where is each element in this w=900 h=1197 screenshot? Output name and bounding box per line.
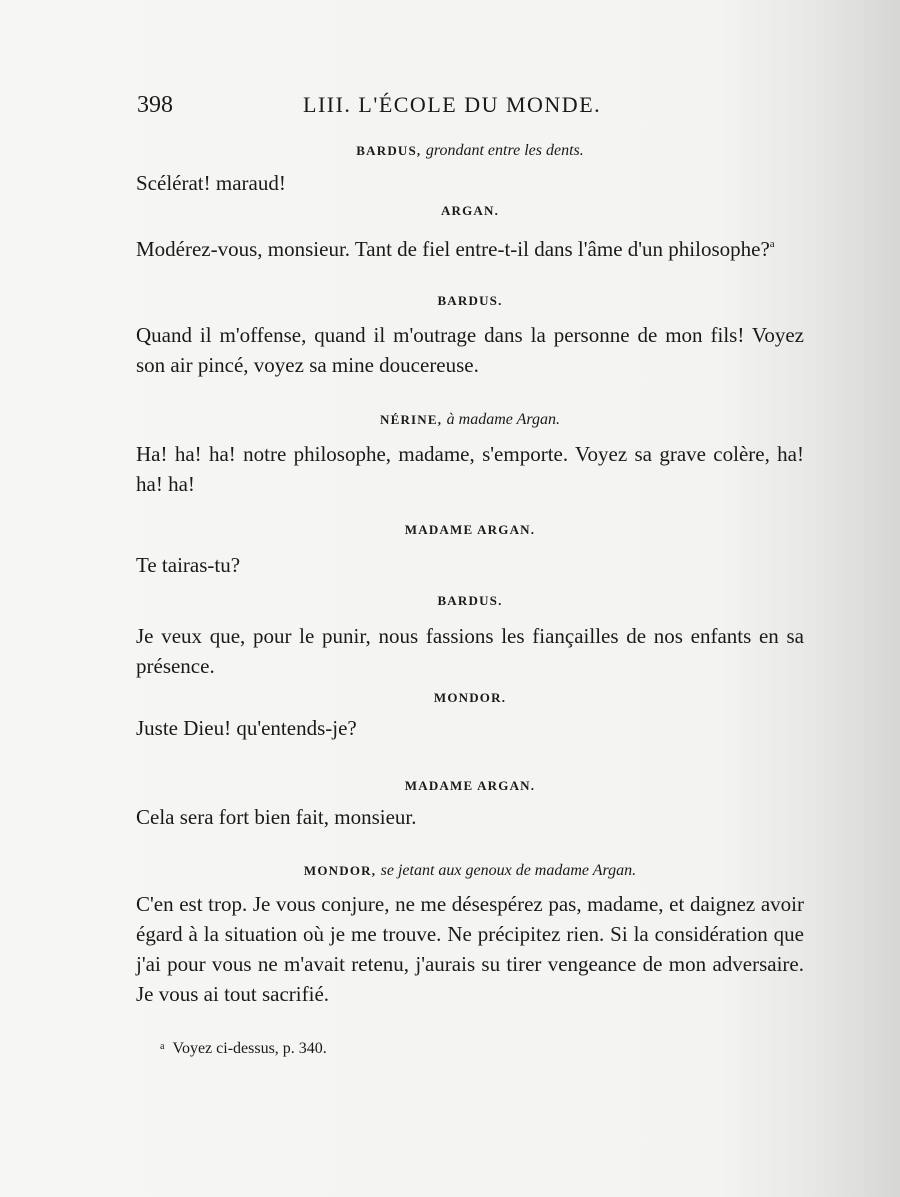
speaker-name: ARGAN. (440, 203, 500, 218)
speech-text: C'en est trop. Je vous conjure, ne me désespérez pas, madame, et daignez avoir égard à la situation où je me trouve. Ne précipitez rien. Si la considération que j'ai pour vous ne m'avait retenu, j'aurais su tirer vengeance de mon adversaire. Je vous ai tout sacrifié. (136, 892, 804, 1006)
dialogue-entry (136, 410, 804, 499)
speech-body: Modérez-vous, monsieur. Tant de fiel entre-t-il dans l'âme d'un philosophe? (136, 237, 770, 261)
footnote-text: Voyez ci-dessus, p. 340. (172, 1040, 327, 1057)
speaker-name: MADAME ARGAN. (404, 778, 536, 793)
footnote-marker: a (160, 1041, 165, 1052)
speaker-name: BARDUS, (356, 143, 422, 158)
speaker-name: BARDUS. (437, 293, 503, 308)
speaker-name: NÉRINE, (380, 412, 443, 427)
speaker-heading (136, 201, 804, 221)
page-number: 398 (137, 92, 173, 118)
speech-text: Ha! ha! ha! notre philosophe, madame, s'emporte. Voyez sa grave colère, ha! ha! ha! (136, 442, 804, 496)
speaker-heading (136, 591, 804, 611)
speech-text: Quand il m'offense, quand il m'outrage dans la personne de mon fils! Voyez son air pincé, voyez sa mine doucereuse. (136, 323, 804, 377)
speech-text: Scélérat! maraud! (136, 171, 286, 195)
stage-direction: grondant entre les dents. (425, 142, 584, 159)
dialogue-entry (136, 201, 804, 264)
speaker-heading (136, 141, 804, 161)
dialogue-entry (136, 591, 804, 681)
speaker-heading (136, 291, 804, 311)
speaker-heading (136, 776, 804, 796)
speaker-heading (136, 688, 804, 708)
dialogue-entry (136, 688, 804, 743)
footnote (160, 1040, 327, 1058)
speaker-name: BARDUS. (437, 593, 503, 608)
stage-direction: à madame Argan. (446, 411, 560, 428)
speaker-name: MONDOR. (433, 690, 507, 705)
speaker-heading (136, 410, 804, 430)
speech-text: Juste Dieu! qu'entends-je? (136, 716, 357, 740)
speech-text: Je veux que, pour le punir, nous fassions les fiançailles de nos enfants en sa présence. (136, 624, 804, 678)
speech-text: Te tairas-tu? (136, 553, 241, 577)
speech-text (136, 229, 804, 264)
speaker-heading (136, 520, 804, 540)
dialogue-entry (136, 291, 804, 380)
dialogue-entry (136, 520, 804, 580)
speaker-heading (136, 861, 804, 881)
speaker-name: MADAME ARGAN. (404, 522, 536, 537)
speech-text: Cela sera fort bien fait, monsieur. (136, 805, 417, 829)
speaker-name: MONDOR, (303, 863, 377, 878)
running-title: LIII. L'ÉCOLE DU MONDE. (303, 92, 602, 117)
page-header (137, 92, 637, 126)
dialogue-entry (136, 776, 804, 832)
dialogue-entry (136, 861, 804, 1009)
footnote-marker: a (769, 238, 775, 250)
dialogue-entry (136, 141, 804, 198)
stage-direction: se jetant aux genoux de madame Argan. (380, 862, 637, 879)
